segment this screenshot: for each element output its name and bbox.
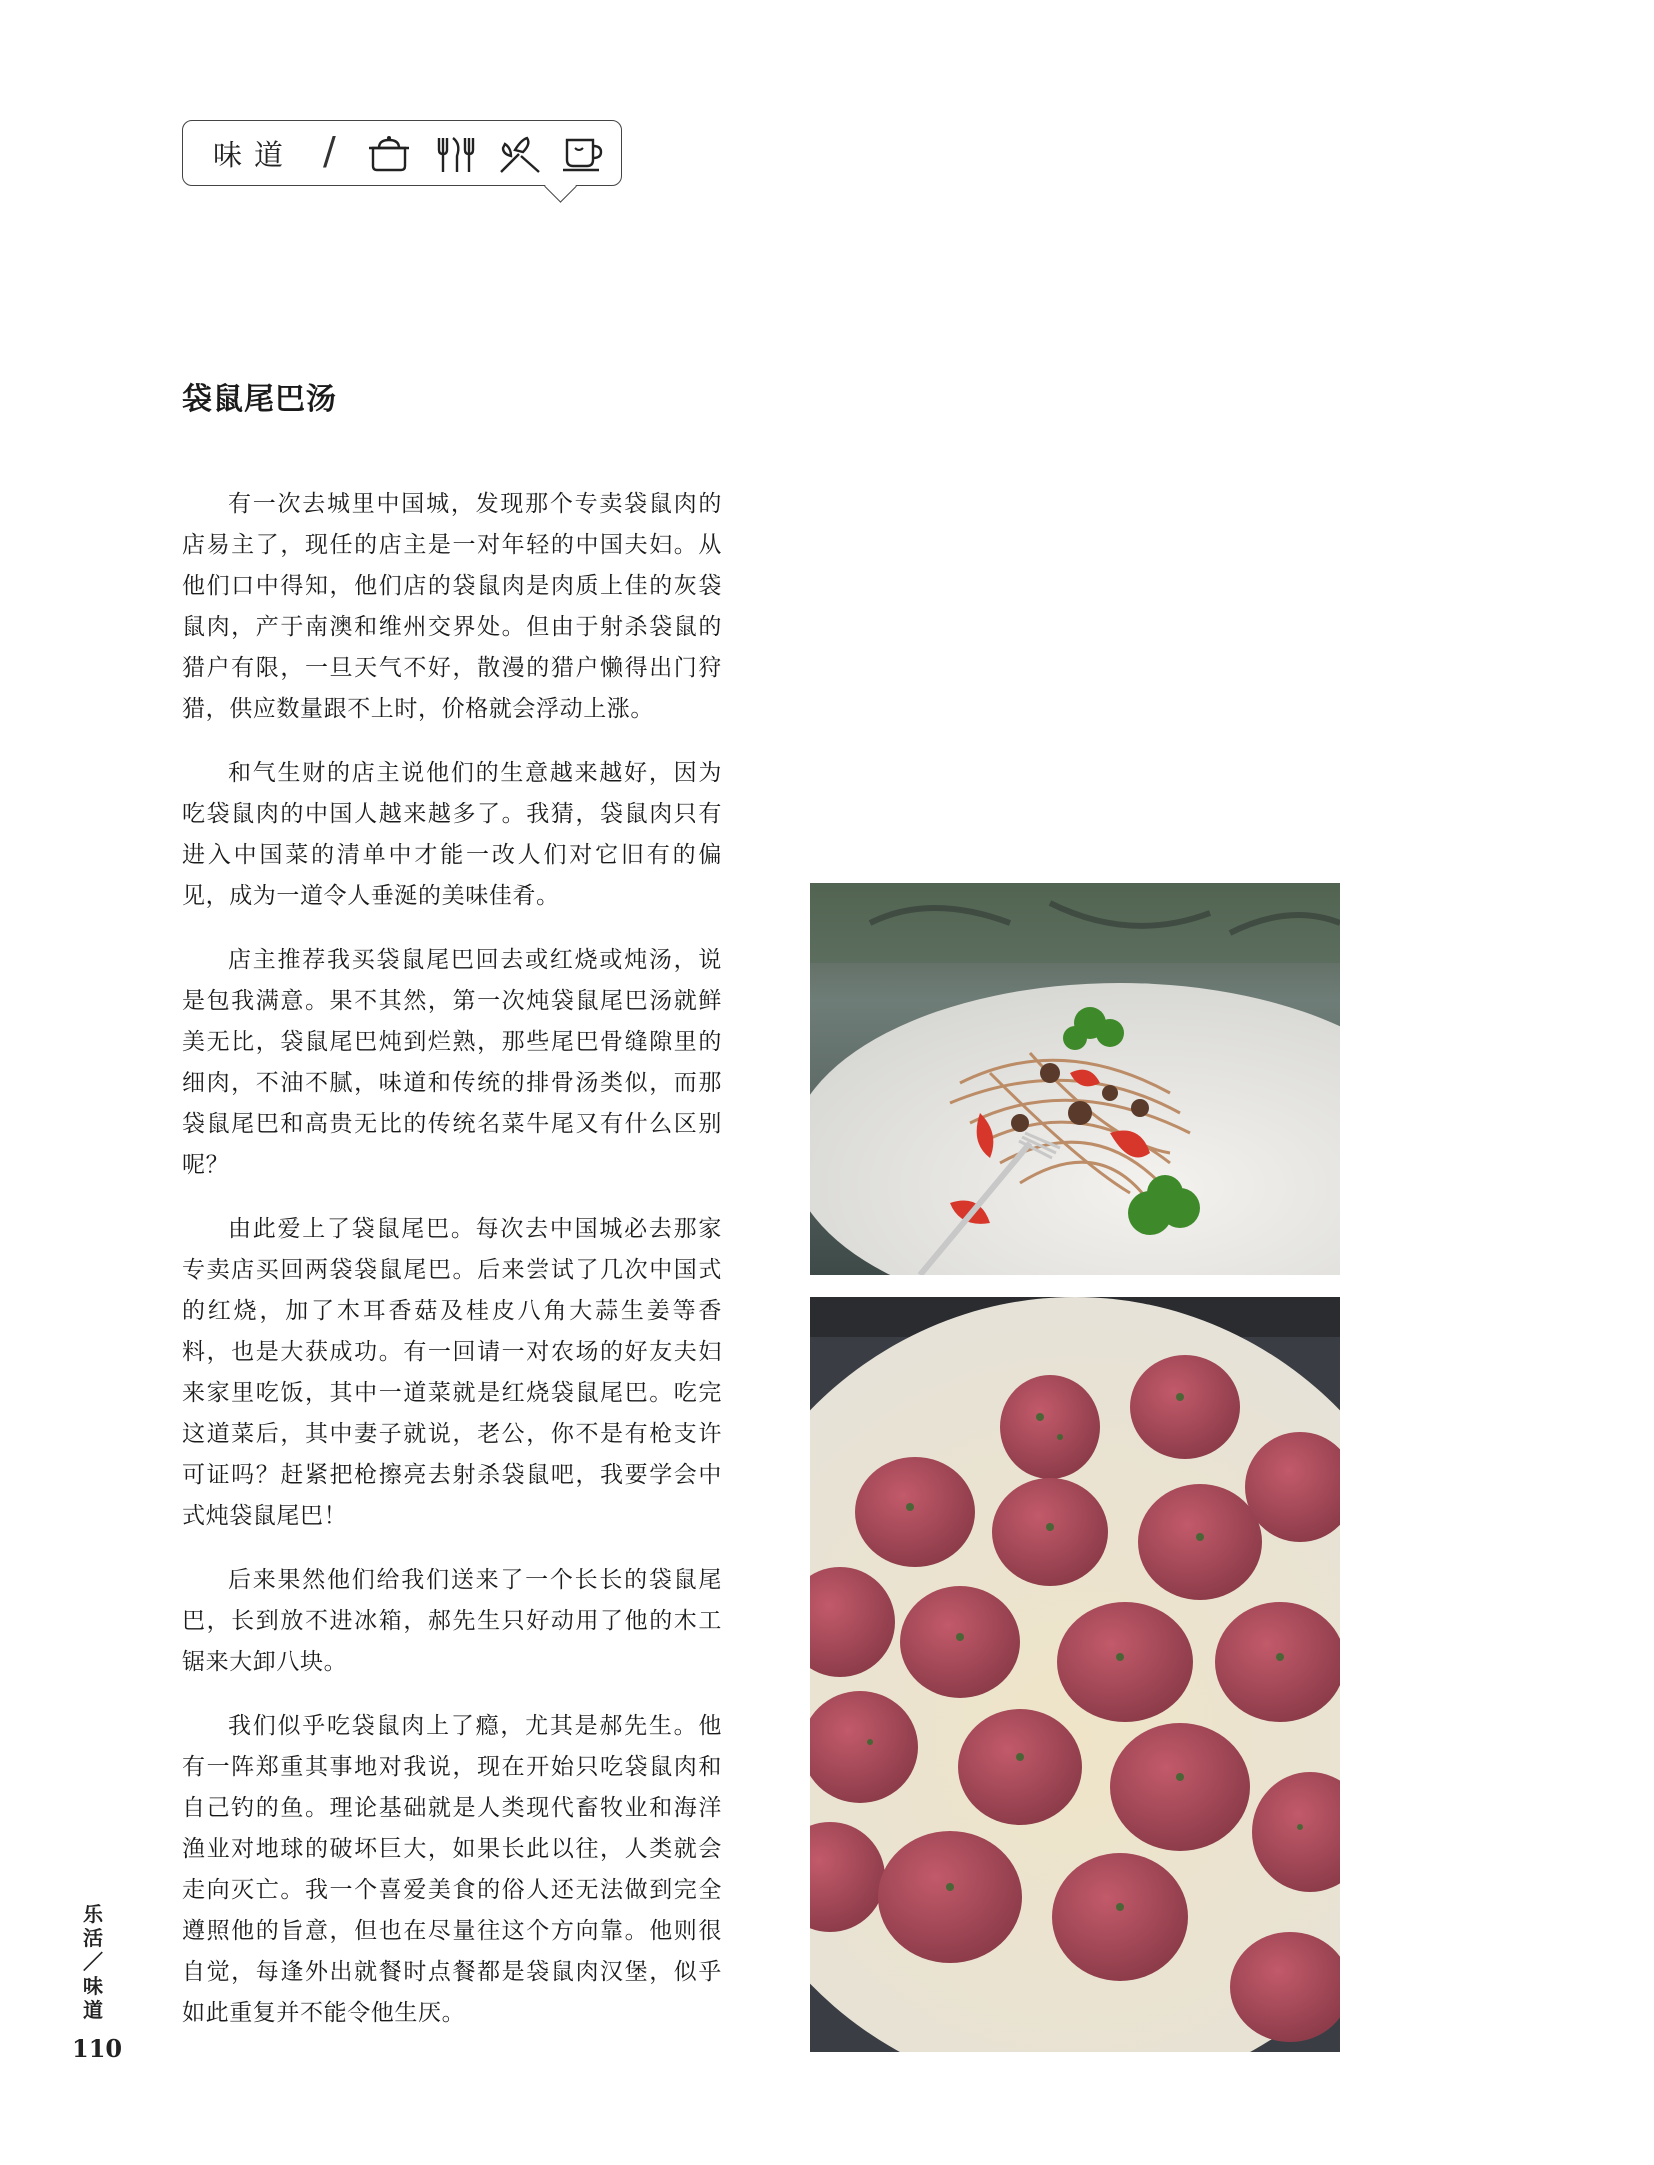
section-tag: [182, 120, 622, 186]
paragraph: 店主推荐我买袋鼠尾巴回去或红烧或炖汤，说是包我满意。果不其然，第一次炖袋鼠尾巴汤就鲜美无比，袋鼠尾巴炖到烂熟，那些尾巴骨缝隙里的细肉，不油不腻，味道和传统的排骨汤类似，而那袋鼠尾巴和高贵无比的传统名菜牛尾又有什么区别呢？: [182, 947, 722, 1178]
paragraph: 和气生财的店主说他们的生意越来越好，因为吃袋鼠肉的中国人越来越多了。我猜，袋鼠肉只有进入中国菜的清单中才能一改人们对它旧有的偏见，成为一道令人垂涎的美味佳肴。: [182, 760, 722, 909]
paragraph: 后来果然他们给我们送来了一个长长的袋鼠尾巴，长到放不进冰箱，郝先生只好动用了他的木工锯来大卸八块。: [182, 1567, 722, 1675]
cup-icon: [561, 134, 607, 178]
paragraph: 由此爱上了袋鼠尾巴。每次去中国城必去那家专卖店买回两袋袋鼠尾巴。后来尝试了几次中国式的红烧，加了木耳香菇及桂皮八角大蒜生姜等香料，也是大获成功。有一回请一对农场的好友夫妇来家里吃饭，其中一道菜就是红烧袋鼠尾巴。吃完这道菜后，其中妻子就说，老公，你不是有枪支许可证吗？赶紧把枪擦亮去射杀袋鼠吧，我要学会中式炖袋鼠尾巴！: [182, 1216, 722, 1529]
fork-knife-icon: [433, 134, 479, 178]
meatballs-photo: [810, 1297, 1340, 2052]
paragraph: 有一次去城里中国城，发现那个专卖袋鼠肉的店易主了，现任的店主是一对年轻的中国夫妇。从他们口中得知，他们店的袋鼠肉是肉质上佳的灰袋鼠肉，产于南澳和维州交界处。但由于射杀袋鼠的猎户有限，一旦天气不好，散漫的猎户懒得出门狩猎，供应数量跟不上时，价格就会浮动上涨。: [182, 491, 722, 722]
section-label: 味道: [213, 138, 296, 172]
page-number: 110: [72, 2034, 123, 2063]
side-label-top: 乐活: [83, 1902, 103, 1950]
section-side-label: [80, 1902, 106, 2022]
article-body: [182, 484, 722, 2057]
section-divider: /: [323, 129, 336, 173]
side-label-bottom: 味道: [83, 1974, 103, 2022]
paragraph: 我们似乎吃袋鼠肉上了瘾，尤其是郝先生。他有一阵郑重其事地对我说，现在开始只吃袋鼠肉和自己钓的鱼。理论基础就是人类现代畜牧业和海洋渔业对地球的破坏巨大，如果长此以往，人类就会走向灭亡。我一个喜爱美食的俗人还无法做到完全遵照他的旨意，但也在尽量往这个方向靠。他则很自觉，每逢外出就餐时点餐都是袋鼠肉汉堡，似乎如此重复并不能令他生厌。: [182, 1713, 722, 2026]
side-label-separator: ／: [83, 1950, 103, 1974]
kitchen-tools-icon: [497, 134, 543, 178]
noodle-dish-photo: [810, 883, 1340, 1275]
pot-icon: [365, 134, 413, 178]
article-title: 袋鼠尾巴汤: [182, 382, 337, 417]
